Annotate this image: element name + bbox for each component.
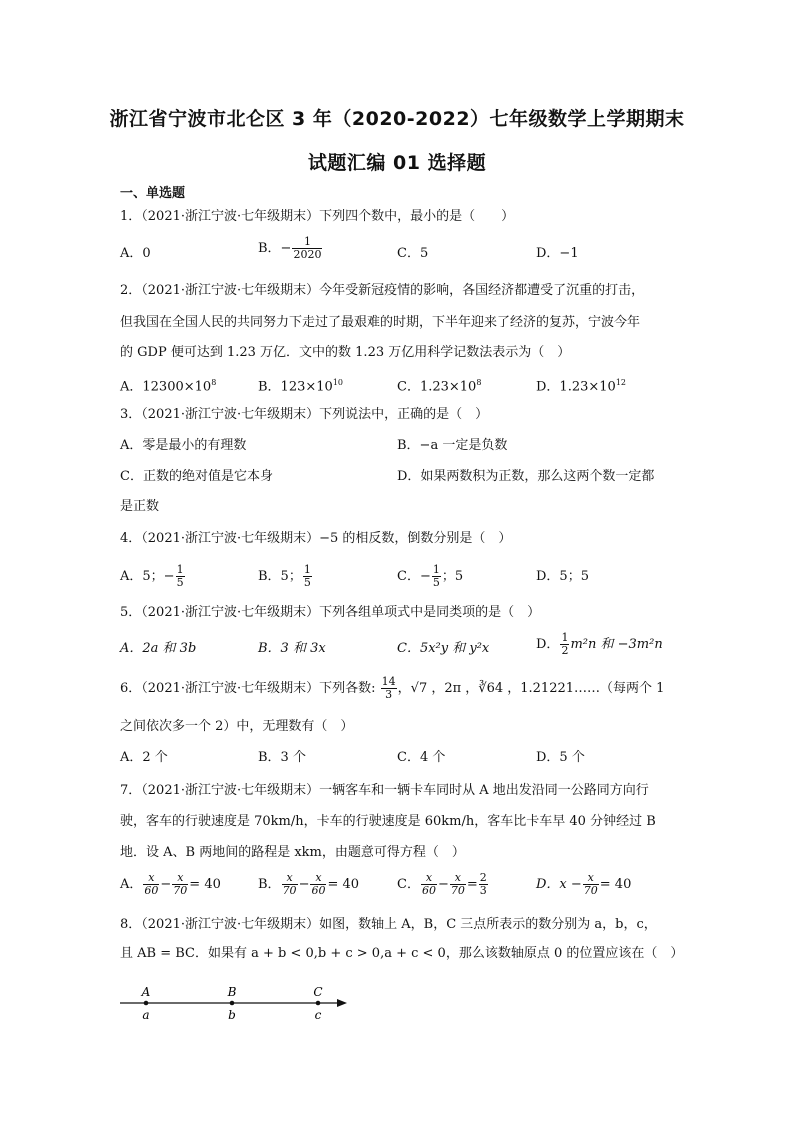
- question-2: 2．（2021·浙江宁波·七年级期末）今年受新冠疫情的影响，各国经济都遭受了沉重的打击，: [120, 283, 645, 298]
- question-5: 5．（2021·浙江宁波·七年级期末）下列各组单项式中是同类项的是（ ）: [120, 605, 541, 620]
- question-3: 3．（2021·浙江宁波·七年级期末）下列说法中，正确的是（ ）: [120, 407, 489, 422]
- section-heading: 一、单选题: [120, 186, 186, 201]
- question-7-line-2: 驶，客车的行驶速度是 70km/h，卡车的行驶速度是 60km/h，客车比卡车早 40 分钟经过 B: [120, 814, 656, 829]
- question-6-line-2: 之间依次多一个 2）中，无理数有（ ）: [120, 719, 354, 734]
- q1-option-b: B．− $\frac{1}{2020}$: [258, 235, 322, 261]
- question-2-line-2: 但我国在全国人民的共同努力下走过了最艰难的时期，下半年迎来了经济的复苏，宁波今年: [120, 315, 641, 330]
- q6-option-b: B．3 个: [258, 750, 306, 765]
- point-a: [144, 1001, 149, 1006]
- title-line-1: 浙江省宁波市北仑区 3 年（2020-2022）七年级数学上学期期末: [109, 108, 685, 130]
- q4-option-c: C．− $\frac{1}{5}$ ；5: [397, 563, 464, 589]
- q1-option-a: A．0: [120, 246, 151, 261]
- q7-option-c: C． $\frac{x}{60}$ − $\frac{x}{70}$ = $\frac{2}{3}$: [397, 871, 487, 897]
- axis-arrow: [337, 999, 347, 1007]
- q7-option-a: A． $\frac{x}{60}$ − $\frac{x}{70}$ = 40: [120, 871, 221, 897]
- label-upper-b: B: [227, 985, 237, 999]
- q5-option-a: A．2a 和 3b: [120, 641, 197, 656]
- q4-option-a: A．5；− $\frac{1}{5}$: [120, 563, 184, 589]
- q3-option-c: C．正数的绝对值是它本身: [120, 469, 273, 484]
- q7-option-d: D．x − $\frac{x}{70}$ = 40: [536, 871, 632, 897]
- question-2-line-3: 的 GDP 便可达到 1.23 万亿．文中的数 1.23 万亿用科学记数法表示为（ ）: [120, 345, 571, 360]
- q6-option-d: D．5 个: [536, 750, 585, 765]
- title-line-2: 试题汇编 01 选择题: [307, 152, 487, 174]
- q2-option-b: B．$123\times 10^{10}$: [258, 378, 343, 395]
- q2-option-c: C．$1.23\times 10^8$: [397, 378, 482, 395]
- question-4: 4．（2021·浙江宁波·七年级期末）−5 的相反数，倒数分别是（ ）: [120, 531, 512, 546]
- q6-option-c: C．4 个: [397, 750, 446, 765]
- question-7: 7．（2021·浙江宁波·七年级期末）一辆客车和一辆卡车同时从 A 地出发沿同一公路同方向行: [120, 783, 649, 798]
- q1-option-d: D．−1: [536, 246, 579, 261]
- label-lower-b: b: [228, 1008, 236, 1022]
- q5-option-c: C．5x²y 和 y²x: [397, 641, 490, 656]
- question-8-line-2: 且 AB = BC．如果有 a + b < 0,b + c > 0,a + c < 0，那么该数轴原点 0 的位置应该在（ ）: [120, 946, 684, 961]
- q5-option-d: D． $\frac{1}{2}$ m²n 和 −3m²n: [536, 631, 663, 657]
- question-6: 6．（2021·浙江宁波·七年级期末）下列各数: $\frac{14}{3}$ ，√7 ，2π ，∛64 ，1.21221……（每两个 1: [120, 675, 665, 701]
- q3-option-d-cont: 是正数: [120, 499, 160, 514]
- q3-option-b: B．−a 一定是负数: [397, 438, 508, 453]
- number-line-figure: [115, 982, 355, 1032]
- q2-option-a: A．$12300\times 10^8$: [120, 378, 217, 395]
- q4-option-d: D．5；5: [536, 569, 589, 584]
- label-lower-a: a: [142, 1008, 150, 1022]
- q7-option-b: B． $\frac{x}{70}$ − $\frac{x}{60}$ = 40: [258, 871, 360, 897]
- q3-option-a: A．零是最小的有理数: [120, 438, 247, 453]
- point-c: [316, 1001, 321, 1006]
- q2-option-d: D．$1.23\times 10^{12}$: [536, 378, 626, 395]
- q5-option-b: B．3 和 3x: [258, 641, 326, 656]
- point-b: [230, 1001, 235, 1006]
- q6-option-a: A．2 个: [120, 750, 168, 765]
- question-1: 1．（2021·浙江宁波·七年级期末）下列四个数中，最小的是（ ）: [120, 209, 515, 224]
- q3-option-d: D．如果两数积为正数，那么这两个数一定都: [397, 469, 655, 484]
- q1-option-c: C．5: [397, 246, 429, 261]
- label-upper-c: C: [313, 985, 323, 999]
- label-upper-a: A: [141, 985, 151, 999]
- question-7-line-3: 地．设 A、B 两地间的路程是 xkm，由题意可得方程（ ）: [120, 845, 465, 860]
- q4-option-b: B．5； $\frac{1}{5}$: [258, 563, 311, 589]
- label-lower-c: c: [314, 1008, 322, 1022]
- question-8: 8．（2021·浙江宁波·七年级期末）如图，数轴上 A，B，C 三点所表示的数分别为 a，b，c，: [120, 917, 657, 932]
